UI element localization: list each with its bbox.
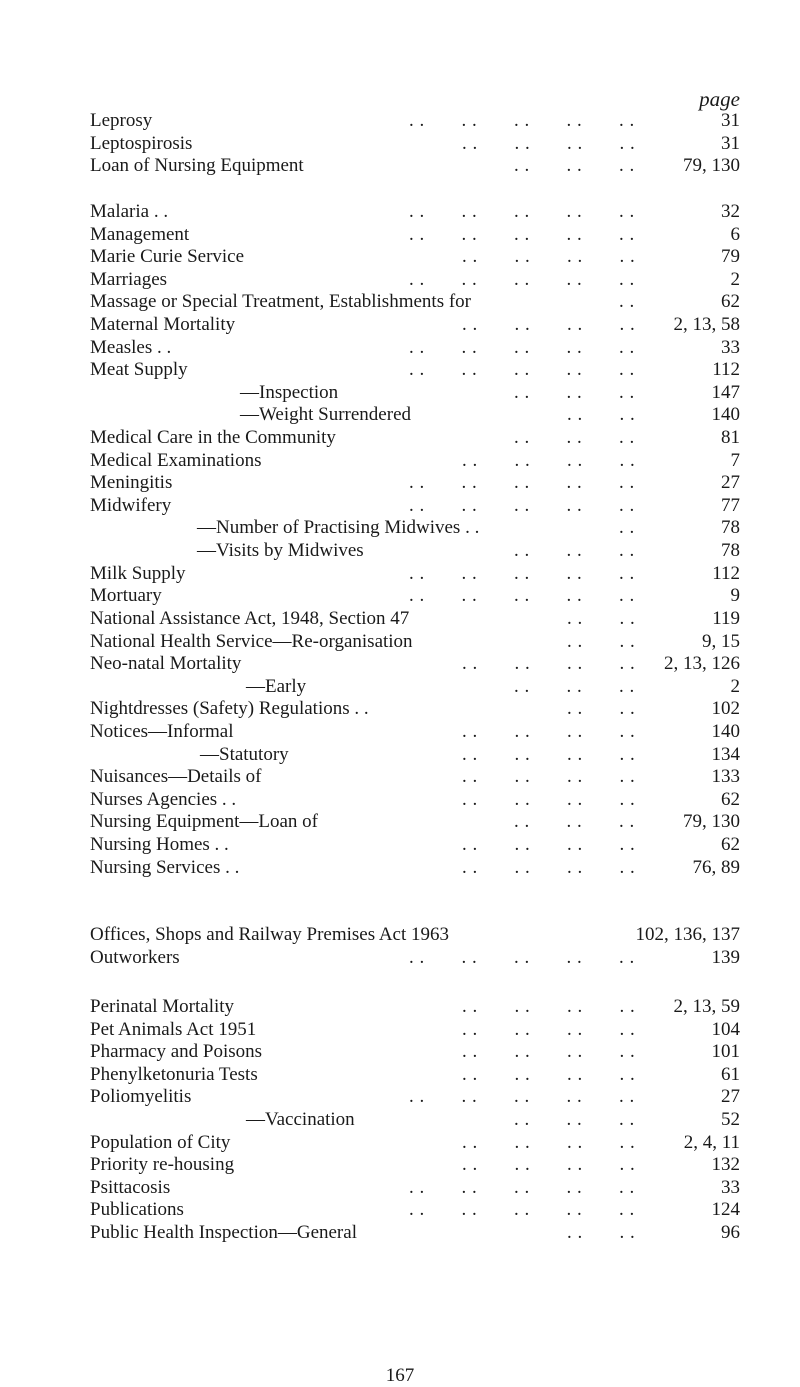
index-group-m [90, 201, 740, 608]
index-page-refs: 77 [721, 494, 740, 516]
dot-leaders: . . . . [567, 630, 636, 652]
index-page-refs: 9, 15 [702, 630, 740, 652]
index-entry [90, 811, 740, 834]
index-term: Midwifery [90, 494, 172, 516]
index-term: Milk Supply [90, 562, 186, 584]
index-page-refs: 27 [721, 472, 740, 494]
dot-leaders: . . . . . . . . . . [409, 1086, 635, 1108]
index-page-refs: 147 [711, 381, 740, 403]
index-page-refs: 102, 136, 137 [635, 924, 740, 945]
dot-leaders: . . . . [567, 1221, 636, 1243]
index-entry [90, 721, 740, 744]
index-term: Leptospirosis [90, 132, 193, 154]
index-group-l [90, 110, 740, 178]
index-term: National Assistance Act, 1948, Section 47 [90, 608, 410, 629]
index-entry [90, 996, 740, 1019]
index-entry [90, 110, 740, 133]
dot-leaders: . . . . . . . . [462, 996, 636, 1017]
index-term: Population of City [90, 1131, 231, 1153]
index-page-refs: 124 [711, 1199, 740, 1221]
dot-leaders: . . . . . . [514, 811, 635, 833]
dot-leaders: . . . . . . [514, 539, 635, 561]
dot-leaders: . . . . . . . . [462, 743, 636, 765]
index-page-refs: 2 [730, 675, 740, 697]
index-entry [90, 653, 740, 676]
index-group-o [90, 924, 740, 969]
index-page-refs: 62 [721, 291, 740, 313]
index-page-refs: 112 [712, 562, 740, 584]
index-term: Meningitis [90, 472, 173, 494]
index-entry [90, 133, 740, 156]
index-term: Nursing Equipment—Loan of [90, 811, 318, 833]
index-entry [90, 382, 740, 405]
index-term: —Vaccination [246, 1108, 355, 1130]
dot-leaders: . . . . . . [514, 675, 635, 697]
index-entry [90, 540, 740, 563]
page-column-label: page [699, 87, 740, 111]
dot-leaders: . . . . . . . . . . [409, 946, 635, 968]
dot-leaders: . . . . . . . . . . [409, 110, 635, 131]
index-term: Pharmacy and Poisons [90, 1041, 263, 1063]
index-page-refs: 140 [711, 720, 740, 742]
index-page-refs: 76, 89 [692, 856, 740, 878]
index-page-refs: 79, 130 [683, 155, 740, 177]
index-entry [90, 608, 740, 631]
index-page-refs: 139 [711, 946, 740, 968]
dot-leaders: . . . . . . . . . . [409, 585, 635, 607]
dot-leaders: . . [619, 517, 635, 539]
dot-leaders: . . . . . . [514, 155, 635, 177]
index-entry [90, 495, 740, 518]
index-page-refs: 132 [711, 1154, 740, 1176]
index-entry [90, 337, 740, 360]
dot-leaders: . . . . . . [514, 381, 635, 403]
index-term: Marie Curie Service [90, 246, 245, 268]
index-entry [90, 744, 740, 767]
index-page-refs: 33 [721, 336, 740, 358]
dot-leaders: . . . . . . . . [462, 1041, 636, 1063]
dot-leaders: . . . . . . . . . . [409, 1176, 635, 1198]
index-term: Priority re-housing [90, 1154, 235, 1176]
index-entry [90, 834, 740, 857]
index-entry [90, 246, 740, 269]
index-page-refs: 2, 13, 126 [664, 653, 740, 675]
index-entry [90, 789, 740, 812]
dot-leaders: . . . . . . . . [462, 313, 636, 335]
dot-leaders: . . . . . . . . . . [409, 223, 635, 245]
index-term: —Inspection [240, 381, 339, 403]
dot-leaders: . . . . . . . . [462, 1131, 636, 1153]
dot-leaders: . . . . . . . . [462, 246, 636, 268]
dot-leaders: . . . . . . [514, 1108, 635, 1130]
dot-leaders: . . . . . . . . [462, 1154, 636, 1176]
index-entry [90, 924, 740, 947]
index-term: —Visits by Midwives [197, 539, 364, 561]
index-group-n [90, 608, 740, 879]
index-entry [90, 404, 740, 427]
index-term: Outworkers [90, 946, 180, 968]
index-entry [90, 766, 740, 789]
index-page-refs: 79 [721, 246, 740, 268]
dot-leaders: . . . . . . . . [462, 720, 636, 742]
index-page-refs: 119 [712, 608, 740, 629]
index-page-refs: 2 [730, 268, 740, 290]
index-term: Offices, Shops and Railway Premises Act 1963 [90, 924, 450, 945]
index-entry [90, 1064, 740, 1087]
index-entry [90, 585, 740, 608]
dot-leaders: . . . . . . . . [462, 132, 636, 154]
index-term: Public Health Inspection—General [90, 1221, 357, 1243]
index-entry [90, 517, 740, 540]
index-entry [90, 1177, 740, 1200]
index-term: —Early [246, 675, 307, 697]
index-page-refs: 31 [721, 132, 740, 154]
index-page-refs: 79, 130 [683, 811, 740, 833]
index-page-refs: 7 [730, 449, 740, 471]
index-page-refs: 62 [721, 788, 740, 810]
index-term: Malaria . . [90, 201, 169, 222]
index-page-refs: 31 [721, 110, 740, 131]
index-page-refs: 32 [721, 201, 740, 222]
dot-leaders: . . . . . . . . [462, 653, 636, 675]
index-page-refs: 140 [711, 404, 740, 426]
dot-leaders: . . . . . . . . [462, 766, 636, 788]
index-term: Medical Care in the Community [90, 426, 336, 448]
index-term: Poliomyelitis [90, 1086, 192, 1108]
index-page-refs: 102 [711, 698, 740, 720]
index-entry [90, 1154, 740, 1177]
dot-leaders: . . . . . . . . . . [409, 336, 635, 358]
index-entry [90, 698, 740, 721]
index-term: —Weight Surrendered [240, 404, 411, 426]
index-entry [90, 314, 740, 337]
index-entry [90, 1199, 740, 1222]
dot-leaders: . . . . . . . . [462, 833, 636, 855]
index-entry [90, 1086, 740, 1109]
index-entry [90, 359, 740, 382]
dot-leaders: . . . . . . . . . . [409, 562, 635, 584]
index-term: —Number of Practising Midwives . . [197, 517, 480, 539]
index-entry [90, 291, 740, 314]
index-term: Leprosy [90, 110, 153, 131]
index-term: Nightdresses (Safety) Regulations . . [90, 698, 369, 720]
index-term: Maternal Mortality [90, 313, 236, 335]
index-page-refs: 6 [730, 223, 740, 245]
dot-leaders: . . . . . . . . [462, 856, 636, 878]
dot-leaders: . . [619, 291, 635, 313]
index-term: Nursing Homes . . [90, 833, 229, 855]
index-term: Perinatal Mortality [90, 996, 235, 1017]
index-page-refs: 2, 4, 11 [683, 1131, 740, 1153]
dot-leaders: . . . . [567, 404, 636, 426]
dot-leaders: . . . . . . . . . . [409, 359, 635, 381]
index-term: Neo-natal Mortality [90, 653, 242, 675]
dot-leaders: . . . . [567, 608, 636, 629]
index-group-p [90, 996, 740, 1245]
index-entry [90, 450, 740, 473]
index-term: Nurses Agencies . . [90, 788, 237, 810]
index-term: Massage or Special Treatment, Establishments for [90, 291, 471, 313]
dot-leaders: . . . . . . . . [462, 1063, 636, 1085]
index-entry [90, 857, 740, 880]
index-entry [90, 427, 740, 450]
dot-leaders: . . . . [567, 698, 636, 720]
index-entry [90, 1041, 740, 1064]
index-term: Notices—Informal [90, 720, 234, 742]
index-term: Loan of Nursing Equipment [90, 155, 304, 177]
index-term: Measles . . [90, 336, 172, 358]
dot-leaders: . . . . . . [514, 426, 635, 448]
index-term: Management [90, 223, 190, 245]
dot-leaders: . . . . . . . . [462, 449, 636, 471]
index-entry [90, 155, 740, 178]
dot-leaders: . . . . . . . . . . [409, 1199, 635, 1221]
dot-leaders: . . . . . . . . . . [409, 494, 635, 516]
index-entry [90, 1109, 740, 1132]
index-page-refs: 112 [712, 359, 740, 381]
index-page-refs: 101 [711, 1041, 740, 1063]
index-page-refs: 62 [721, 833, 740, 855]
index-term: National Health Service—Re-organisation [90, 630, 413, 652]
index-entry [90, 631, 740, 654]
index-entry [90, 1132, 740, 1155]
index-term: Psittacosis [90, 1176, 171, 1198]
index-term: Pet Animals Act 1951 [90, 1018, 257, 1040]
index-term: Publications [90, 1199, 184, 1221]
index-term: —Statutory [200, 743, 289, 765]
index-page-refs: 133 [711, 766, 740, 788]
index-page-refs: 96 [721, 1221, 740, 1243]
index-entry [90, 224, 740, 247]
index-entry [90, 1222, 740, 1245]
index-entry [90, 201, 740, 224]
index-page-refs: 78 [721, 539, 740, 561]
index-term: Marriages [90, 268, 168, 290]
index-entry [90, 472, 740, 495]
index-page-refs: 33 [721, 1176, 740, 1198]
index-page-refs: 81 [721, 426, 740, 448]
index-term: Phenylketonuria Tests [90, 1063, 258, 1085]
index-entry [90, 947, 740, 970]
index-page-refs: 134 [711, 743, 740, 765]
index-page-refs: 52 [721, 1108, 740, 1130]
dot-leaders: . . . . . . . . [462, 788, 636, 810]
dot-leaders: . . . . . . . . . . [409, 201, 635, 222]
index-entry [90, 269, 740, 292]
index-term: Mortuary [90, 585, 162, 607]
index-term: Medical Examinations [90, 449, 262, 471]
index-entry [90, 676, 740, 699]
dot-leaders: . . . . . . . . . . [409, 268, 635, 290]
index-page-refs: 2, 13, 58 [673, 313, 740, 335]
index-page-refs: 61 [721, 1063, 740, 1085]
dot-leaders: . . . . . . . . . . [409, 472, 635, 494]
index-term: Nursing Services . . [90, 856, 240, 878]
index-page-refs: 27 [721, 1086, 740, 1108]
index-page-refs: 2, 13, 59 [673, 996, 740, 1017]
index-term: Meat Supply [90, 359, 188, 381]
index-term: Nuisances—Details of [90, 766, 262, 788]
index-entry [90, 1019, 740, 1042]
page-number: 167 [385, 1365, 415, 1386]
dot-leaders: . . . . . . . . [462, 1018, 636, 1040]
index-page-refs: 9 [730, 585, 740, 607]
index-page-refs: 78 [721, 517, 740, 539]
index-entry [90, 563, 740, 586]
index-page-refs: 104 [711, 1018, 740, 1040]
